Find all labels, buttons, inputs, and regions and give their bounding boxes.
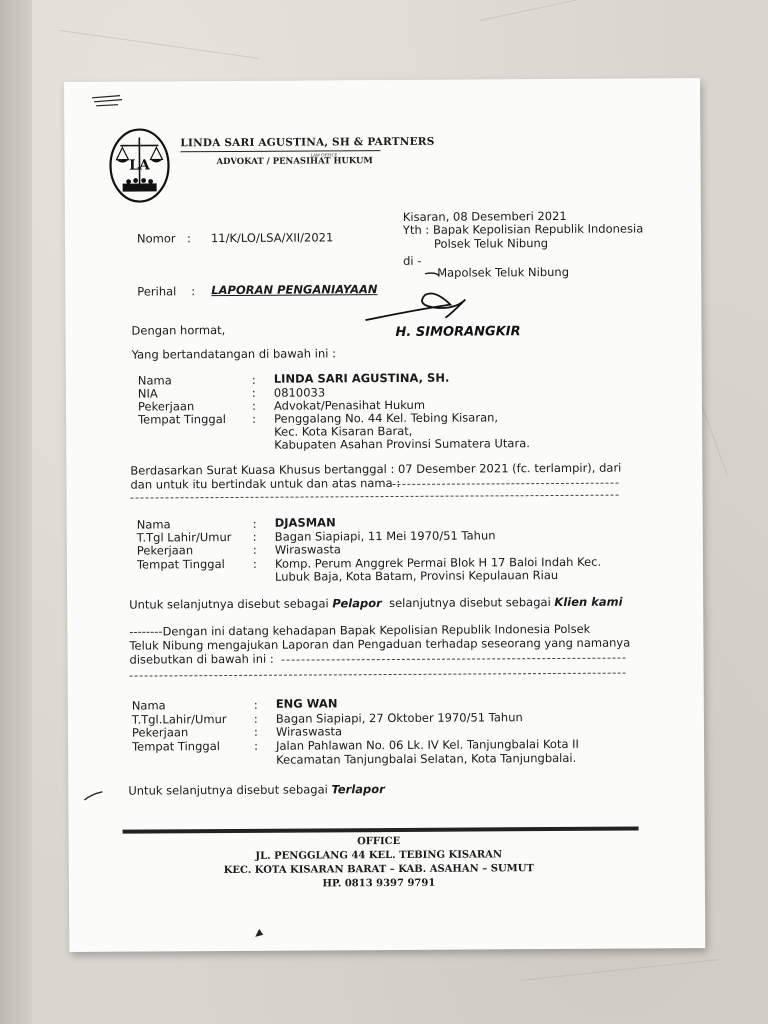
pelapor-pekerjaan-colon: :	[252, 542, 257, 557]
terlapor-tinggal-colon: :	[254, 738, 258, 753]
handwritten-mark	[90, 94, 124, 108]
dashed-divider	[282, 658, 626, 661]
kuasa-line-2: dan untuk itu bertindak untuk dan atas nama :	[130, 475, 401, 492]
letter-page	[64, 78, 705, 952]
kuasa-line-1: Berdasarkan Surat Kuasa Khusus bertanggal : 07 Desember 2021 (fc. terlampir), dari	[130, 460, 622, 478]
pelapor-ttl: Bagan Siapiapi, 11 Mei 1970/51 Tahun	[274, 528, 496, 544]
terlapor-ttl-label: T.Tgl.Lahir/Umur	[131, 712, 227, 727]
di-label: di -	[403, 253, 422, 268]
terlapor-term: Terlapor	[331, 782, 385, 797]
terlapor-pekerjaan-colon: :	[253, 724, 258, 739]
datang-line-3: disebutkan di bawah ini :	[129, 651, 274, 667]
signature-text: H. SIMORANGKIR	[395, 324, 521, 340]
nomor-label: Nomor	[136, 231, 176, 246]
addressee-line-2: Polsek Teluk Nibung	[433, 236, 549, 251]
signer-pekerjaan-label: Pekerjaan	[137, 399, 195, 414]
marble-vein	[480, 0, 637, 21]
pelapor-note-pre: Untuk selanjutnya disebut sebagai	[129, 596, 329, 612]
logo-text: LA	[129, 157, 150, 174]
dashed-divider	[392, 483, 618, 485]
terlapor-note	[128, 782, 385, 798]
signer-pekerjaan: Advokat/Penasihat Hukum	[273, 397, 426, 413]
signer-nia-colon: :	[251, 385, 256, 400]
handwritten-signature	[355, 269, 535, 340]
pelapor-term: Pelapor	[332, 596, 382, 611]
pelapor-pekerjaan: Wiraswasta	[274, 542, 341, 557]
signer-tinggal-3: Kabupaten Asahan Provinsi Sumatera Utara.	[274, 436, 530, 452]
pelapor-note	[129, 595, 622, 612]
addressee-line-1: Yth : Bapak Kepolisian Republik Indonesia	[402, 221, 644, 237]
terlapor-ttl-colon: :	[253, 711, 258, 726]
datang-line-1: --------Dengan ini datang kehadapan Bapak Kepolisian Republik Indonesia Polsek	[129, 621, 591, 639]
nomor-colon: :	[186, 231, 191, 246]
handwritten-tick	[82, 790, 104, 804]
terlapor-tinggal-2: Kecamatan Tanjungbalai Selatan, Kota Tanjungbalai.	[276, 750, 577, 767]
pelapor-tinggal-1: Komp. Perum Anggrek Permai Blok H 17 Baloi Indah Kec.	[274, 554, 602, 571]
signer-tinggal-colon: :	[252, 411, 256, 426]
signer-pekerjaan-colon: :	[251, 398, 256, 413]
pelapor-nama: DJASMAN	[274, 515, 336, 530]
desk-edge	[0, 0, 32, 1024]
terlapor-pekerjaan-label: Pekerjaan	[131, 725, 189, 740]
pelapor-tinggal-label: Tempat Tinggal	[136, 557, 225, 572]
signer-nama-colon: :	[251, 372, 256, 387]
dashed-divider	[130, 673, 626, 677]
perihal-label: Perihal	[137, 284, 177, 299]
dashed-divider	[131, 495, 619, 499]
pelapor-note-mid: selanjutnya disebut sebagai	[389, 595, 551, 611]
pelapor-ttl-label: T.Tgl Lahir/Umur	[136, 529, 232, 545]
firm-subtitle: ADVOKAT / PENASIHAT HUKUM	[216, 156, 373, 168]
klien-term: Klien kami	[554, 594, 623, 610]
perihal-value: LAPORAN PENGANIAYAAN	[211, 282, 378, 298]
signer-tinggal-1: Penggalang No. 44 Kel. Tebing Kisaran,	[274, 410, 499, 426]
terlapor-nama-colon: :	[253, 697, 258, 712]
signer-nia: 0810033	[273, 385, 326, 400]
footer-line-2: KEC. KOTA KISARAN BARAT – KAB. ASAHAN – SUMUT	[223, 863, 534, 877]
signer-nama: LINDA SARI AGUSTINA, SH.	[273, 370, 450, 386]
terlapor-note-pre: Untuk selanjutnya disebut sebagai	[128, 782, 328, 798]
datang-line-2: Teluk Nibung mengajukan Laporan dan Pengaduan terhadap seseorang yang namanya	[129, 635, 631, 653]
terlapor-ttl: Bagan Siapiapi, 27 Oktober 1970/51 Tahun	[275, 710, 523, 726]
signer-tinggal-label: Tempat Tinggal	[138, 412, 226, 427]
di-value: Mapolsek Teluk Nibung	[437, 264, 570, 280]
terlapor-nama: ENG WAN	[275, 696, 338, 711]
terlapor-tinggal-1: Jalan Pahlawan No. 06 Lk. IV Kel. Tanjungbalai Kota II	[276, 736, 579, 753]
terlapor-tinggal-label: Tempat Tinggal	[132, 739, 220, 754]
firm-name: LINDA SARI AGUSTINA, SH & PARTNERS	[180, 135, 435, 150]
terlapor-nama-label: Nama	[131, 698, 166, 713]
footer-line-3: HP. 0813 9397 9791	[322, 877, 436, 890]
footer-line-1: JL. PENGGLANG 44 KEL. TEBING KISARAN	[255, 849, 503, 862]
pelapor-tinggal-2: Lubuk Baja, Kota Batam, Provinsi Kepulauan Riau	[274, 567, 559, 584]
ink-smudge	[253, 927, 265, 939]
pelapor-nama-label: Nama	[136, 517, 171, 532]
firm-logo-icon	[108, 127, 170, 203]
nomor-value: 11/K/LO/LSA/XII/2021	[210, 230, 334, 246]
greeting: Dengan hormat,	[131, 323, 226, 338]
pelapor-ttl-colon: :	[252, 529, 257, 544]
firm-rule	[180, 150, 380, 152]
pelapor-nama-colon: :	[252, 516, 257, 531]
signer-nia-label: NIA	[137, 386, 158, 401]
pelapor-tinggal-colon: :	[252, 556, 257, 571]
signer-nama-label: Nama	[137, 373, 172, 388]
pelapor-pekerjaan-label: Pekerjaan	[136, 543, 194, 558]
marble-vein	[520, 959, 719, 981]
place-date: Kisaran, 08 Desemberi 2021	[402, 208, 567, 224]
footer-rule	[123, 827, 639, 834]
marble-vein	[60, 30, 258, 59]
marble-vein	[700, 400, 728, 476]
perihal-colon: :	[191, 284, 196, 299]
terlapor-pekerjaan: Wiraswasta	[275, 724, 343, 739]
intro: Yang bertandatangan di bawah ini :	[131, 346, 336, 362]
firm-tag: LAW OFFICE	[310, 152, 338, 158]
footer-office: OFFICE	[357, 835, 401, 848]
signer-tinggal-2: Kec. Kota Kisaran Barat,	[274, 423, 413, 439]
